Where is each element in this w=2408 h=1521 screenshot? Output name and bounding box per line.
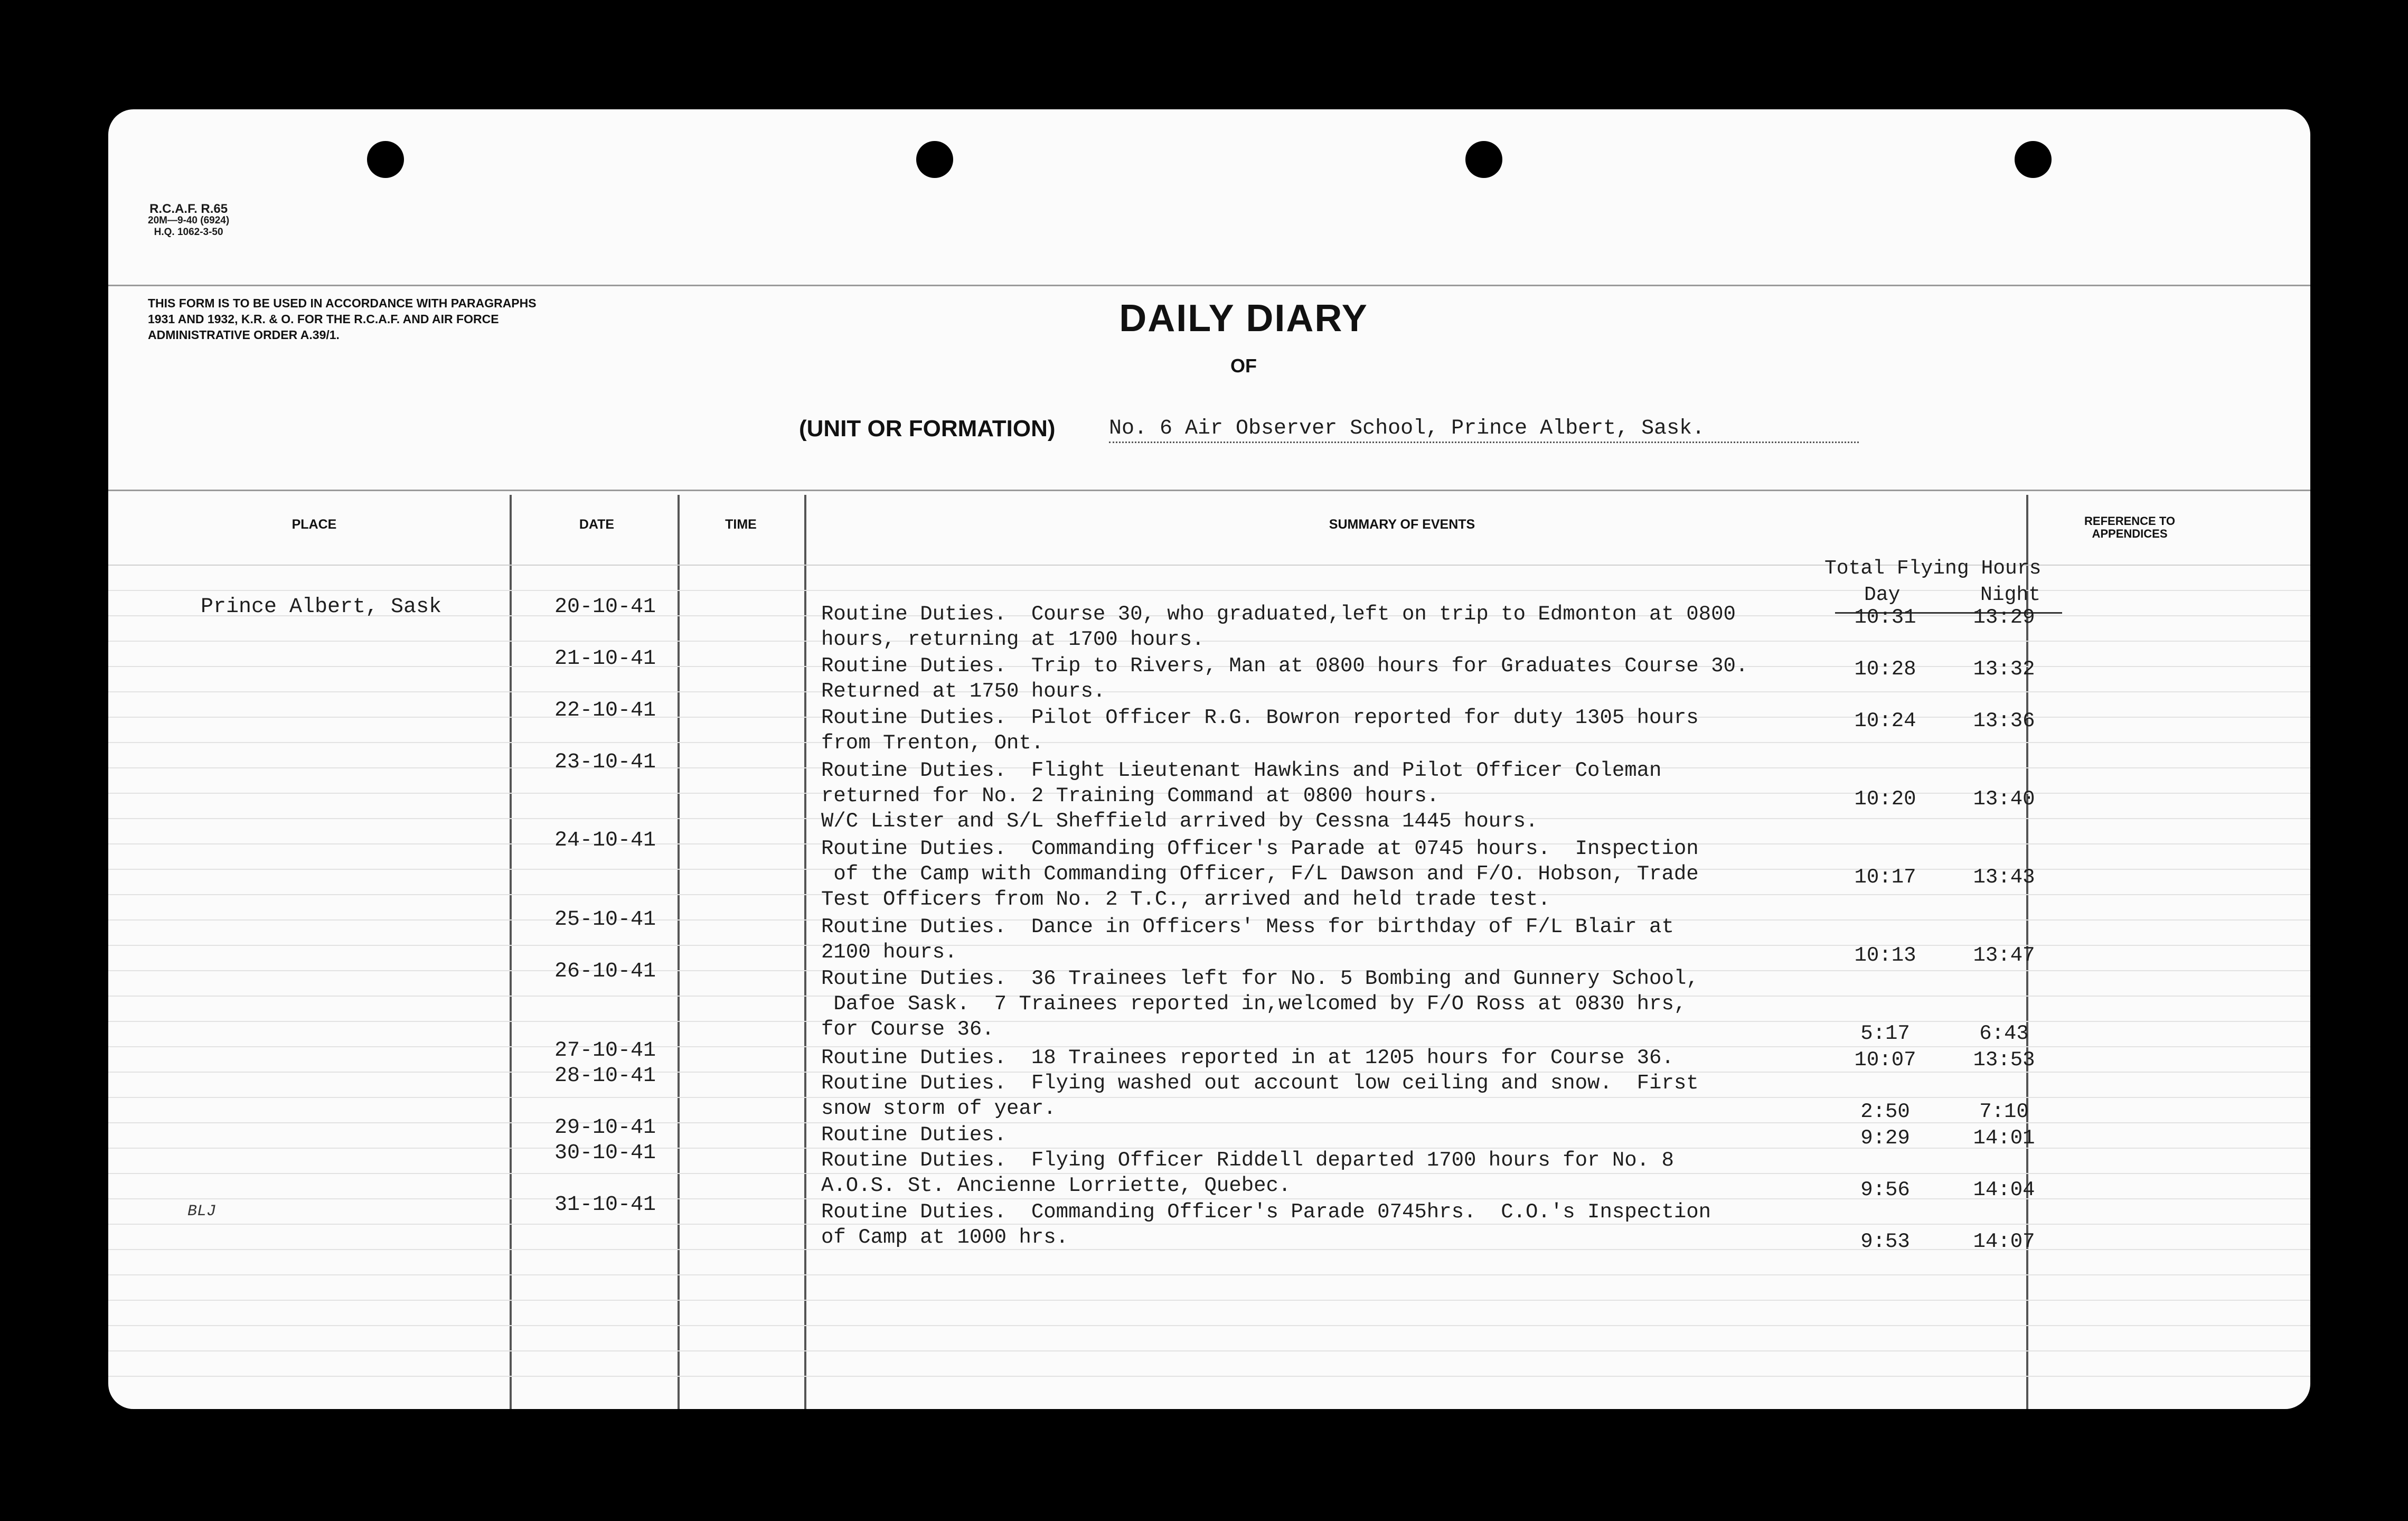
- column-header-reference: REFERENCE TO APPENDICES: [2084, 514, 2175, 540]
- entry-summary: Routine Duties. Flying washed out account low ceiling and snow. First snow storm of year.: [821, 1072, 1699, 1120]
- ruled-line: [108, 1350, 2310, 1351]
- entry-summary: Routine Duties. Flying Officer Riddell departed 1700 hours for No. 8 A.O.S. St. Ancienne Lorriette, Quebec.: [821, 1149, 1674, 1197]
- entry-day-hours: 9:53: [1860, 1230, 1910, 1253]
- ruled-line: [108, 1274, 2310, 1275]
- diary-form-card: [108, 109, 2310, 1409]
- entry-day-hours: 9:29: [1860, 1126, 1910, 1150]
- entry-night-hours: 13:40: [1973, 787, 2035, 811]
- form-number: [148, 203, 229, 238]
- entry-day-hours: 5:17: [1860, 1022, 1910, 1045]
- entry-day-hours: 9:56: [1860, 1178, 1910, 1201]
- entry-date: 29-10-41: [554, 1116, 656, 1140]
- entry-day-hours: 10:24: [1854, 709, 1916, 733]
- table-top-divider: [108, 490, 2310, 491]
- entry-date: 21-10-41: [554, 647, 656, 671]
- column-header-date: DATE: [579, 517, 615, 532]
- entry-night-hours: 14:07: [1973, 1230, 2035, 1253]
- title-of: OF: [1230, 355, 1257, 377]
- punch-hole: [2015, 141, 2052, 178]
- entry-date: 22-10-41: [554, 699, 656, 722]
- entry-night-hours: 7:10: [1979, 1100, 2029, 1123]
- punch-hole: [367, 141, 404, 178]
- entry-date: 20-10-41: [554, 595, 656, 619]
- entry-summary: Routine Duties. Dance in Officers' Mess for birthday of F/L Blair at 2100 hours.: [821, 915, 1674, 964]
- entry-night-hours: 6:43: [1979, 1022, 2029, 1045]
- form-number-line: 20M—9-40 (6924): [148, 215, 230, 226]
- entry-summary: Routine Duties. Trip to Rivers, Man at 0800 hours for Graduates Course 30. Returned at 1750 hours.: [821, 654, 1748, 703]
- place-value: Prince Albert, Sask: [201, 595, 442, 619]
- entry-day-hours: 10:20: [1854, 787, 1916, 811]
- entry-night-hours: 14:04: [1973, 1178, 2035, 1201]
- entry-summary: Routine Duties.: [821, 1123, 1007, 1147]
- signoff-initials: BLJ: [187, 1203, 217, 1220]
- entry-day-hours: 10:17: [1854, 866, 1916, 889]
- unit-label: (UNIT OR FORMATION): [799, 416, 1056, 442]
- entry-day-hours: 10:07: [1854, 1048, 1916, 1072]
- flying-hours-day-header: Day: [1864, 584, 1901, 606]
- entry-night-hours: 13:43: [1973, 866, 2035, 889]
- entry-summary: Routine Duties. Flight Lieutenant Hawkins and Pilot Officer Coleman returned for No. 2 Training Command at 0800 hours. W/C Lister and S/L Sheffield arrived by Cessna 1445 hours.: [821, 759, 1662, 833]
- entry-day-hours: 10:13: [1854, 944, 1916, 967]
- entry-date: 30-10-41: [554, 1141, 656, 1165]
- flying-hours-title: Total Flying Hours: [1824, 557, 2042, 580]
- column-divider: [678, 495, 680, 1409]
- column-header-summary: SUMMARY OF EVENTS: [1329, 517, 1475, 532]
- entry-summary: Routine Duties. Course 30, who graduated,left on trip to Edmonton at 0800 hours, returning at 1700 hours.: [821, 603, 1736, 651]
- entry-date: 28-10-41: [554, 1064, 656, 1088]
- entry-summary: Routine Duties. Pilot Officer R.G. Bowron reported for duty 1305 hours from Trenton, Ont.: [821, 706, 1699, 755]
- punch-hole: [1465, 141, 1502, 178]
- entry-day-hours: 10:28: [1854, 658, 1916, 681]
- entry-summary: Routine Duties. 18 Trainees reported in at 1205 hours for Course 36.: [821, 1046, 1674, 1069]
- entry-date: 27-10-41: [554, 1039, 656, 1063]
- entry-date: 23-10-41: [554, 750, 656, 774]
- entry-night-hours: 13:29: [1973, 606, 2035, 629]
- entry-date: 24-10-41: [554, 829, 656, 852]
- entry-date: 31-10-41: [554, 1193, 656, 1217]
- entry-night-hours: 13:32: [1973, 658, 2035, 681]
- column-header-place: PLACE: [291, 517, 337, 532]
- entry-summary: Routine Duties. 36 Trainees left for No. 5 Bombing and Gunnery School, Dafoe Sask. 7 Trainees reported in,welcomed by F/O Ross at 0830 hrs, for Course 36.: [821, 967, 1699, 1041]
- entry-date: 25-10-41: [554, 908, 656, 932]
- entry-night-hours: 13:53: [1973, 1048, 2035, 1072]
- ruled-line: [108, 1300, 2310, 1301]
- entry-summary: Routine Duties. Commanding Officer's Parade 0745hrs. C.O.'s Inspection of Camp at 1000 hrs.: [821, 1200, 1711, 1249]
- entry-night-hours: 13:47: [1973, 944, 2035, 967]
- page-title: DAILY DIARY: [1119, 297, 1368, 340]
- entry-summary: Routine Duties. Commanding Officer's Parade at 0745 hours. Inspection of the Camp with Commanding Officer, F/L Dawson and F/O. Hobson, Trade Test Officers from No. 2 T.C., arrived and held trade test.: [821, 837, 1699, 911]
- form-number-line: H.Q. 1062-3-50: [154, 227, 223, 238]
- unit-value: No. 6 Air Observer School, Prince Albert, Sask.: [1109, 417, 1859, 443]
- flying-hours-night-header: Night: [1980, 584, 2041, 606]
- entry-date: 26-10-41: [554, 960, 656, 983]
- entry-day-hours: 2:50: [1860, 1100, 1910, 1123]
- ruled-line: [108, 1325, 2310, 1326]
- form-number-line: R.C.A.F. R.65: [149, 202, 228, 216]
- entry-day-hours: 10:31: [1854, 606, 1916, 629]
- ruled-line: [108, 1376, 2310, 1377]
- column-header-time: TIME: [725, 517, 757, 532]
- header-divider: [108, 285, 2310, 286]
- punch-hole: [916, 141, 953, 178]
- column-divider: [804, 495, 806, 1409]
- form-instructions: THIS FORM IS TO BE USED IN ACCORDANCE WITH PARAGRAPHS 1931 AND 1932, K.R. & O. FOR THE R.C.A.F. AND AIR FORCE ADMINISTRATIVE ORDER A.39/1.: [148, 296, 537, 342]
- entry-night-hours: 14:01: [1973, 1126, 2035, 1150]
- column-divider: [510, 495, 512, 1409]
- entry-night-hours: 13:36: [1973, 709, 2035, 733]
